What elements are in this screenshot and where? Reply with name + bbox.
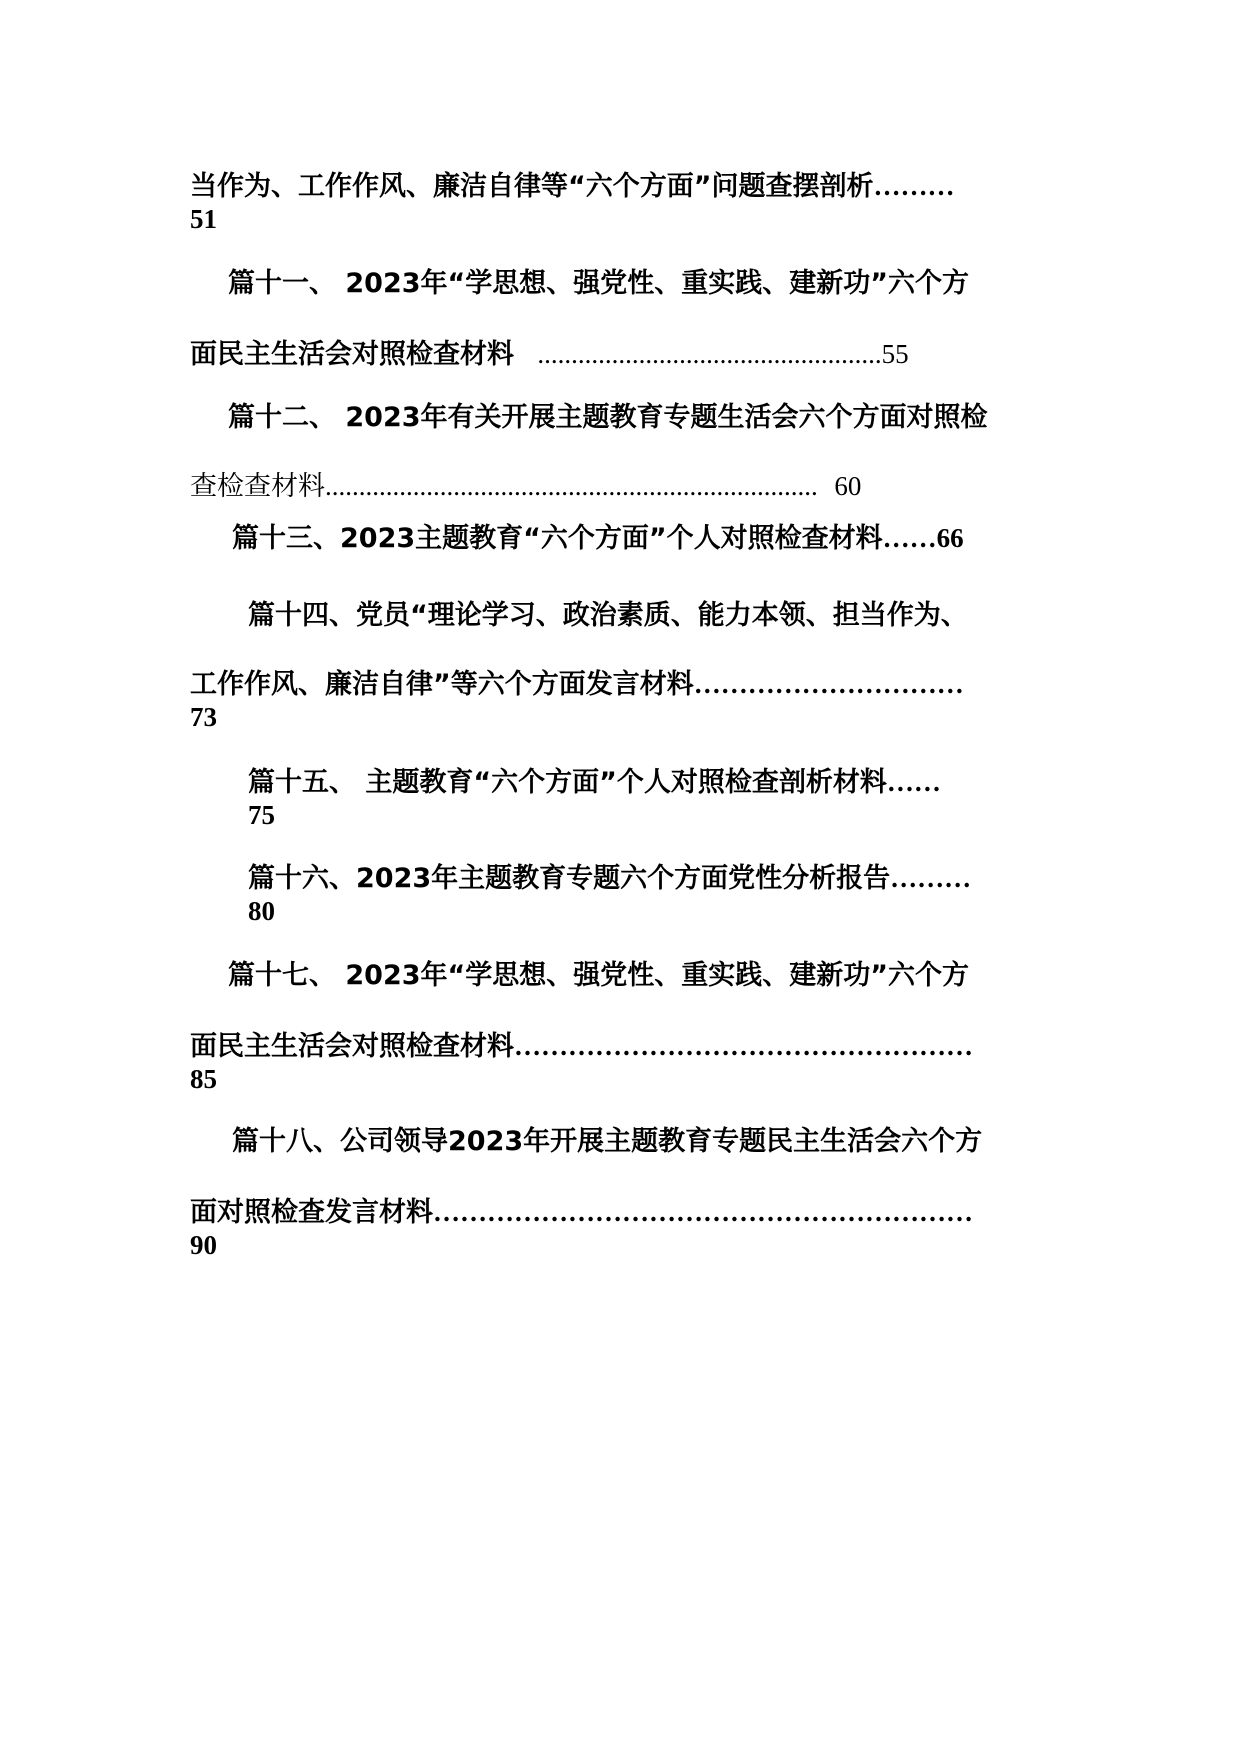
toc-entry-16[interactable] [248, 862, 971, 895]
toc-leader-dots: …………………………………………………… [433, 1197, 973, 1227]
toc-entry-continuation[interactable] [190, 170, 955, 203]
toc-entry-12-line2[interactable] [190, 470, 861, 503]
toc-entry-11[interactable] [228, 268, 969, 300]
toc-leader-dots: ……… [873, 171, 955, 201]
toc-entry-title-cont: 工作作风、廉洁自律”等六个方面发言材料 [190, 669, 694, 700]
toc-page-number: 55 [881, 339, 909, 369]
toc-entry-title: 篇十七、 2023年“学思想、强党性、重实践、建新功”六个方 [228, 960, 970, 991]
toc-leader-dots: ………………………… [693, 669, 964, 699]
toc-entry-15[interactable] [248, 766, 941, 799]
toc-entry-17-line2[interactable] [190, 1030, 973, 1063]
toc-page-number: 90 [190, 1230, 217, 1260]
toc-leader-dots: ......................................................................... [325, 471, 818, 501]
toc-entry-14[interactable] [248, 600, 968, 632]
toc-page-number: 80 [248, 896, 275, 926]
toc-entry-title-cont: 面对照检查发言材料 [190, 1197, 433, 1228]
toc-page-number: 66 [936, 523, 964, 553]
toc-entry-title-cont: 面民主生活会对照检查材料 [190, 1031, 514, 1062]
toc-entry-title: 篇十四、党员“理论学习、政治素质、能力本领、担当作为、 [248, 600, 968, 631]
toc-entry-14-line2[interactable] [190, 668, 964, 701]
toc-entry-title: 篇十三、2023主题教育“六个方面”个人对照检查材料 [232, 523, 883, 554]
toc-page-number: 75 [248, 800, 275, 830]
toc-entry-title: 当作为、工作作风、廉洁自律等“六个方面”问题查摆剖析 [190, 171, 874, 202]
toc-entry-13[interactable] [232, 522, 964, 555]
toc-entry-title: 篇十一、 2023年“学思想、强党性、重实践、建新功”六个方 [228, 268, 970, 299]
toc-entry-18-line2[interactable] [190, 1196, 973, 1229]
toc-page-number: 60 [834, 471, 862, 501]
toc-entry-title: 篇十五、 主题教育“六个方面”个人对照检查剖析材料 [248, 767, 887, 798]
toc-page-number: 51 [190, 204, 217, 234]
toc-entry-title: 篇十八、公司领导2023年开展主题教育专题民主生活会六个方 [232, 1126, 983, 1157]
toc-entry-title-cont: 面民主生活会对照检查材料 [190, 339, 514, 370]
toc-entry-title-cont: 查检查材料 [190, 471, 325, 502]
toc-entry-11-line2[interactable] [190, 338, 909, 371]
toc-leader-dots: ................................................... [537, 339, 882, 369]
toc-entry-title: 篇十二、 2023年有关开展主题教育专题生活会六个方面对照检 [228, 402, 988, 433]
toc-entry-18[interactable] [232, 1126, 982, 1158]
toc-entry-17[interactable] [228, 960, 969, 992]
toc-entry-title: 篇十六、2023年主题教育专题六个方面党性分析报告 [248, 863, 891, 894]
toc-leader-dots: ……… [890, 863, 972, 893]
toc-leader-dots: …………………………………………… [514, 1031, 973, 1061]
toc-page-number: 73 [190, 702, 217, 732]
toc-leader-dots: …… [886, 767, 941, 797]
toc-leader-dots: …… [882, 523, 937, 553]
toc-entry-12[interactable] [228, 402, 988, 434]
toc-page-number: 85 [190, 1064, 217, 1094]
